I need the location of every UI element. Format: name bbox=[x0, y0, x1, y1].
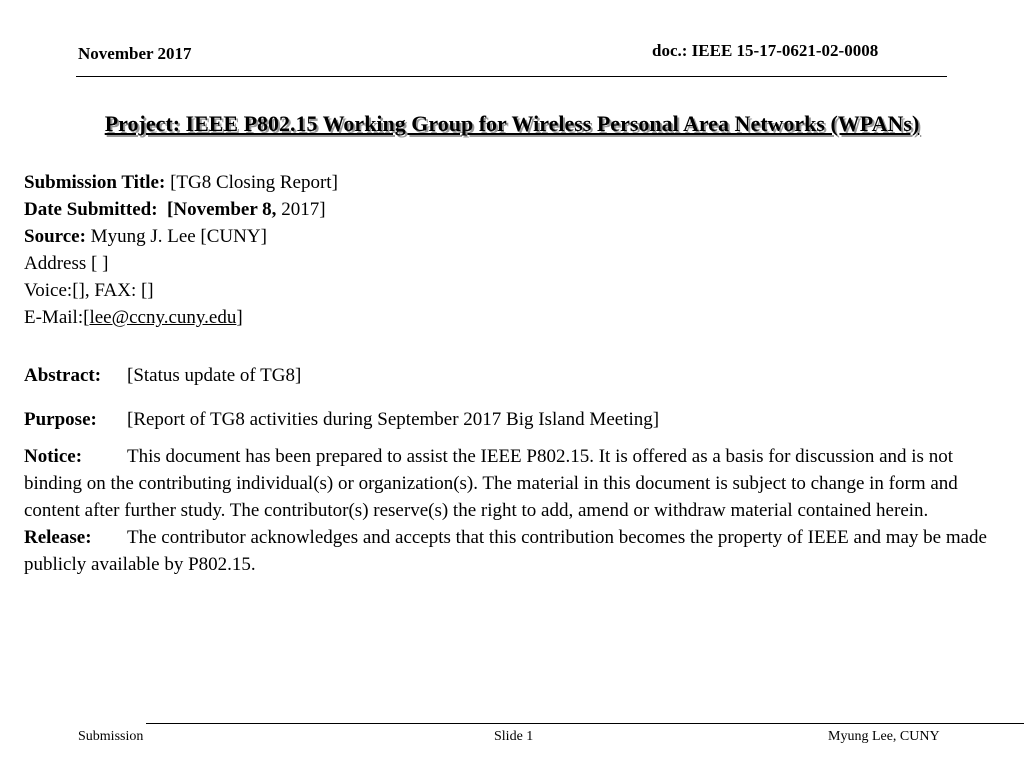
submission-title-value: [TG8 Closing Report] bbox=[170, 172, 338, 193]
email-suffix: ] bbox=[236, 307, 243, 328]
date-submitted-label: Date Submitted: bbox=[24, 199, 158, 220]
address-row: Address [ ] bbox=[24, 253, 109, 274]
footer-slide-number: Slide 1 bbox=[494, 729, 534, 744]
source-row bbox=[24, 223, 338, 250]
notice-label: Notice: bbox=[24, 446, 83, 467]
submission-title-row bbox=[24, 169, 338, 196]
email-link[interactable]: lee@ccny.cuny.edu bbox=[89, 307, 237, 328]
footer-author: Myung Lee, CUNY bbox=[828, 729, 940, 744]
abstract-label: Abstract: bbox=[24, 365, 102, 386]
date-submitted-value: 2017] bbox=[281, 199, 326, 220]
purpose-row bbox=[24, 409, 659, 431]
date-submitted-row bbox=[24, 196, 338, 223]
release-text: The contributor acknowledges and accepts that this contribution becomes the property of IEEE and may be made publicly available by P802.15. bbox=[24, 527, 987, 575]
date-submitted-value-bold: [November 8, bbox=[167, 199, 277, 220]
source-label: Source: bbox=[24, 226, 86, 247]
footer-divider bbox=[146, 723, 1024, 724]
header-doc-id: doc.: IEEE 15-17-0621-02-0008 bbox=[652, 41, 879, 60]
submission-title-label: Submission Title: bbox=[24, 172, 166, 193]
header-divider bbox=[76, 76, 947, 77]
release-paragraph bbox=[24, 524, 1014, 578]
footer-submission: Submission bbox=[78, 729, 144, 744]
page-title: Project: IEEE P802.15 Working Group for Wireless Personal Area Networks (WPANs) bbox=[104, 111, 920, 136]
source-value: Myung J. Lee [CUNY] bbox=[90, 226, 267, 247]
voice-fax-row: Voice:[], FAX: [] bbox=[24, 280, 154, 301]
submission-info bbox=[24, 169, 338, 331]
purpose-value: [Report of TG8 activities during September 2017 Big Island Meeting] bbox=[127, 409, 660, 430]
release-label: Release: bbox=[24, 527, 92, 548]
abstract-row bbox=[24, 365, 301, 387]
notice-release-block bbox=[24, 443, 1014, 578]
notice-paragraph bbox=[24, 443, 1014, 524]
notice-text: This document has been prepared to assist the IEEE P802.15. It is offered as a basis for discussion and is not binding on the contributing individual(s) or organization(s). The material in this document is subject to change in form and content after further study. The contributor(s) reserve(s) the right to add, amend or withdraw material contained herein. bbox=[24, 446, 958, 521]
purpose-label: Purpose: bbox=[24, 409, 97, 430]
abstract-value: [Status update of TG8] bbox=[127, 365, 302, 386]
email-row bbox=[24, 304, 338, 331]
header-date: November 2017 bbox=[78, 44, 192, 63]
email-prefix: E-Mail:[ bbox=[24, 307, 90, 328]
